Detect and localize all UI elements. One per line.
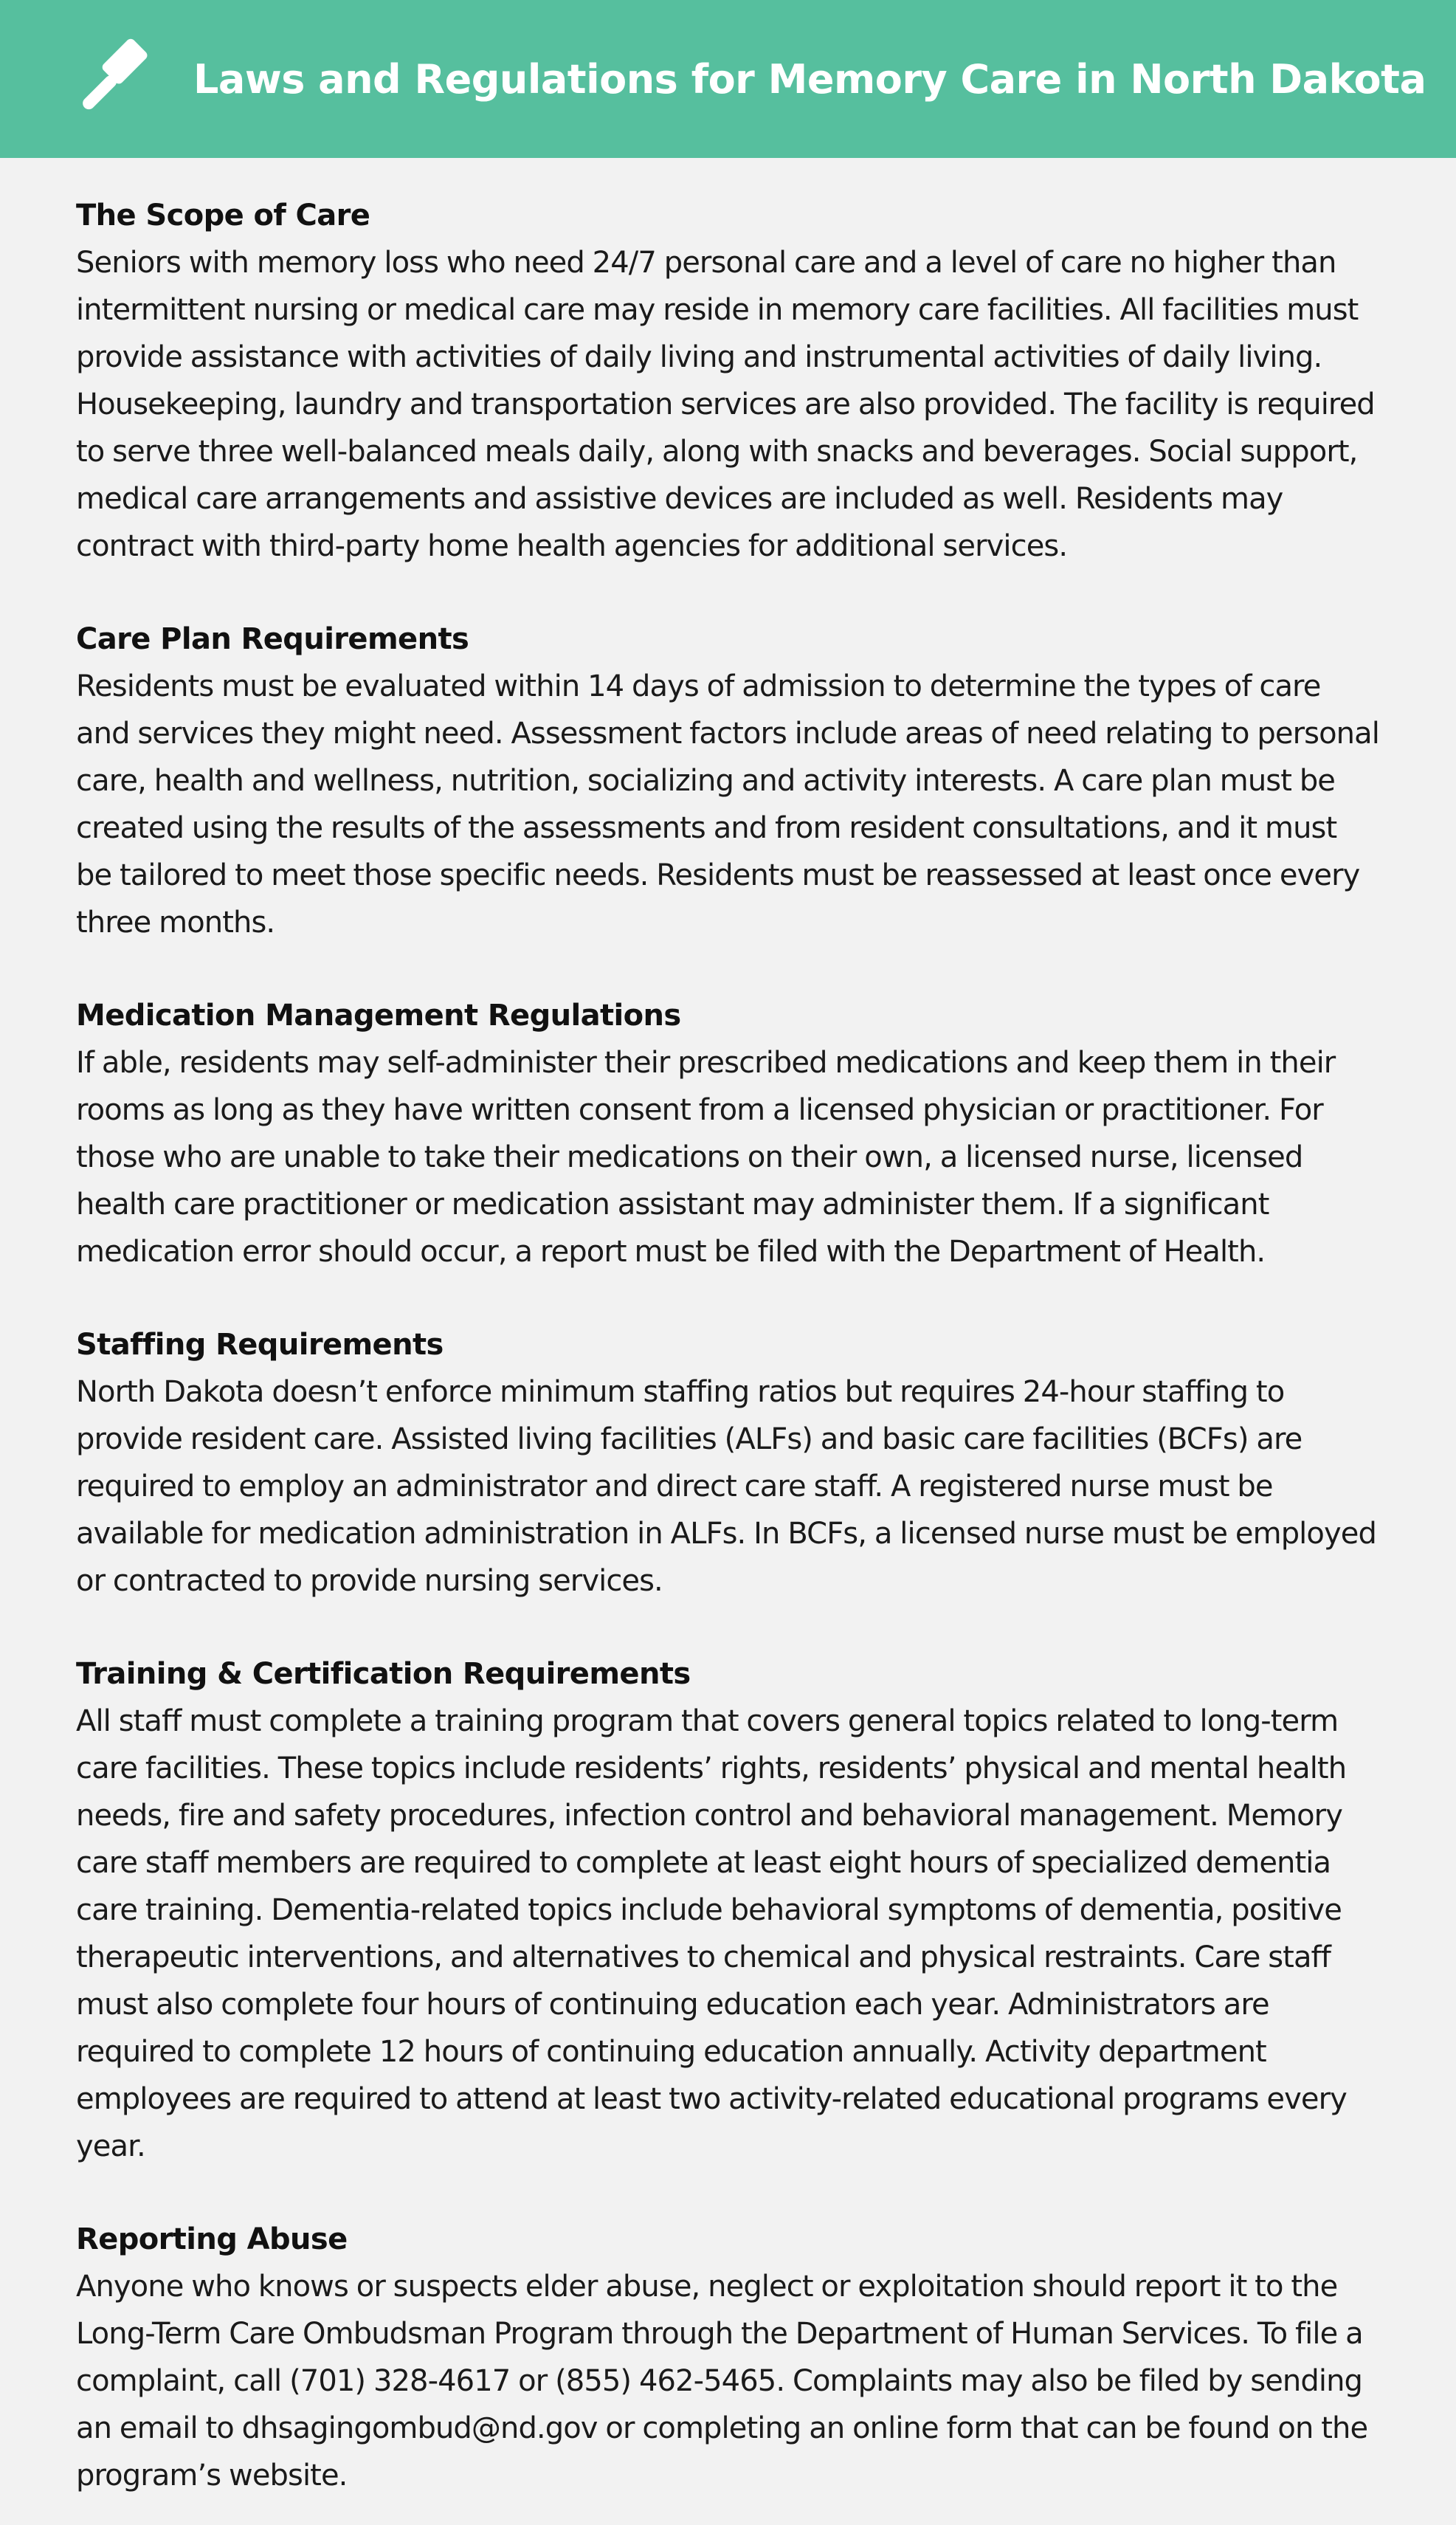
- section-training-certification: [76, 1650, 1380, 2170]
- content-body: [0, 158, 1456, 2499]
- section-heading: Medication Management Regulations: [76, 999, 681, 1033]
- section-staffing: [76, 1321, 1380, 1605]
- section-paragraph: Residents must be evaluated within 14 days of admission to determine the types of care and services they might need. Assessment factors include areas of need relating to personal care, health and wellness, nutrition, socializing and activity interests. A care plan must be created using the results of the assessments and from resident consultations, and it must be tailored to meet those specific needs. Residents must be reassessed at least once every three months.: [76, 669, 1379, 940]
- section-medication-management: [76, 992, 1380, 1275]
- section-paragraph: If able, residents may self-administer their prescribed medications and keep them in their rooms as long as they have written consent from a licensed physician or practitioner. For those who are unable to take their medications on their own, a licensed nurse, licensed health care practitioner or medication assistant may administer them. If a significant medication error should occur, a report must be filed with the Department of Health.: [76, 1046, 1336, 1269]
- section-paragraph: Anyone who knows or suspects elder abuse, neglect or exploitation should report it to the Long-Term Care Ombudsman Program through the Department of Human Services. To file a complaint, call (701) 328-4617 or (855) 462-5465. Complaints may also be filed by sending an email to dhsagingombud@nd.gov or completing an online form that can be found on the program’s website.: [76, 2270, 1368, 2493]
- section-heading: Staffing Requirements: [76, 1328, 444, 1362]
- section-care-plan: [76, 616, 1380, 946]
- section-reporting-abuse: [76, 2216, 1380, 2499]
- section-heading: The Scope of Care: [76, 199, 370, 232]
- section-heading: Training & Certification Requirements: [76, 1657, 691, 1691]
- section-heading: Care Plan Requirements: [76, 622, 469, 656]
- section-paragraph: North Dakota doesn’t enforce minimum staffing ratios but requires 24-hour staffing to provide resident care. Assisted living facilities (ALFs) and basic care facilities (BCFs) are required to employ an administrator and direct care staff. A registered nurse must be available for medication administration in ALFs. In BCFs, a licensed nurse must be employed or contracted to provide nursing services.: [76, 1375, 1376, 1598]
- section-paragraph: All staff must complete a training program that covers general topics related to long-term care facilities. These topics include residents’ rights, residents’ physical and mental health needs, fire and safety procedures, infection control and behavioral management. Memory care staff members are required to complete at least eight hours of specialized dementia care training. Dementia-related topics include behavioral symptoms of dementia, positive therapeutic interventions, and alternatives to chemical and physical restraints. Care staff must also complete four hours of continuing education each year. Administrators are required to complete 12 hours of continuing education annually. Activity department employees are required to attend at least two activity-related educational programs every year.: [76, 1704, 1347, 2163]
- gavel-icon: [71, 32, 164, 125]
- section-scope-of-care: [76, 192, 1380, 570]
- page-title: Laws and Regulations for Memory Care in North Dakota: [193, 55, 1426, 103]
- section-heading: Reporting Abuse: [76, 2222, 348, 2256]
- page-header: [0, 0, 1456, 158]
- section-paragraph: Seniors with memory loss who need 24/7 personal care and a level of care no higher than intermittent nursing or medical care may reside in memory care facilities. All facilities must provide assistance with activities of daily living and instrumental activities of daily living. Housekeeping, laundry and transportation services are also provided. The facility is required to serve three well-balanced meals daily, along with snacks and beverages. Social support, medical care arrangements and assistive devices are included as well. Residents may contract with third-party home health agencies for additional services.: [76, 246, 1375, 563]
